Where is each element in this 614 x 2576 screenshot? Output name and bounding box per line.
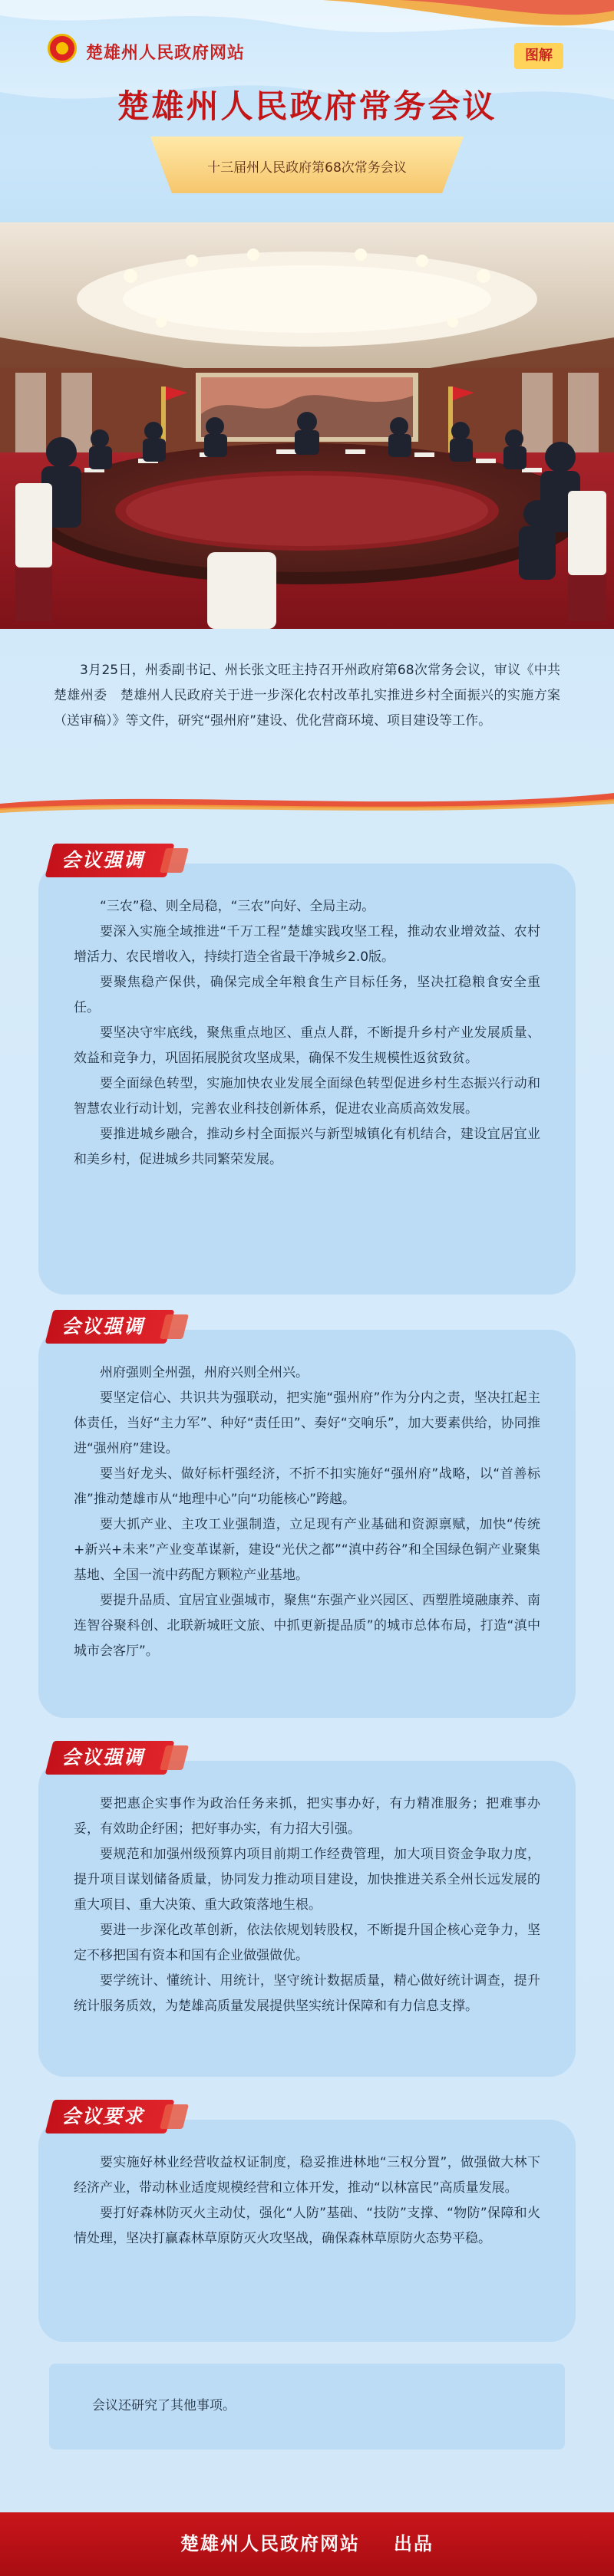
footer (0, 2512, 614, 2576)
national-emblem-icon (48, 34, 77, 63)
section-4-tag-label: 会议要求 (61, 2105, 145, 2127)
section-1-panel (38, 864, 576, 1295)
infographic-badge: 图解 (514, 43, 563, 69)
section-1-paragraph: 要推进城乡融合，推动乡村全面振兴与新型城镇化有机结合，建设宜居宜业和美乡村，促进城乡共同繁荣发展。 (74, 1127, 540, 1167)
header (0, 0, 614, 222)
section-4-panel (38, 2120, 576, 2342)
meeting-subtitle: 十三届州人民政府第68次常务会议 (207, 160, 407, 176)
section-4-tag (49, 2100, 203, 2134)
section-3-tag-label: 会议强调 (61, 1746, 145, 1768)
section-2-paragraph: 要坚定信心、共识共为强联动，把实施“强州府”作为分内之责，坚决扛起主体责任，当好“主力军”、种好“责任田”、奏好“交响乐”，加大要素供给，协同推进“强州府”建设。 (74, 1390, 540, 1456)
section-1-paragraph: “三农”稳、则全局稳，“三农”向好、全局主动。 (100, 899, 375, 914)
site-name: 楚雄州人民政府网站 (86, 44, 246, 63)
section-3-paragraph: 要学统计、懂统计、用统计，坚守统计数据质量，精心做好统计调查，提升统计服务质效，为楚雄高质量发展提供坚实统计保障和有力信息支撑。 (74, 1973, 540, 2014)
page-title: 楚雄州人民政府常务会议 (117, 87, 497, 125)
section-1-paragraph: 要全面绿色转型，实施加快农业发展全面绿色转型促进乡村生态振兴行动和智慧农业行动计划，完善农业科技创新体系，促进农业高质高效发展。 (74, 1076, 540, 1117)
section-1-paragraph: 要聚焦稳产保供，确保完成全年粮食生产目标任务，坚决扛稳粮食安全重任。 (74, 975, 540, 1015)
meeting-photo (0, 222, 614, 629)
section-2-tag-label: 会议强调 (61, 1315, 145, 1337)
other-matters-note (49, 2364, 565, 2449)
section-4-paragraph: 要打好森林防灭火主动仗，强化“人防”基础、“技防”支撑、“物防”保障和火情处理，坚决打赢森林草原防灭火攻坚战，确保森林草原防火态势平稳。 (74, 2206, 540, 2246)
section-1-paragraph: 要坚决守牢底线，聚焦重点地区、重点人群，不断提升乡村产业发展质量、效益和竞争力，巩固拓展脱贫攻坚成果，确保不发生规模性返贫致贫。 (74, 1025, 540, 1066)
section-3-paragraph: 要进一步深化改革创新，依法依规划转股权，不断提升国企核心竞争力，坚定不移把国有资本和国有企业做强做优。 (74, 1923, 540, 1963)
section-3-paragraph: 要规范和加强州级预算内项目前期工作经费管理，加大项目资金争取力度，提升项目谋划储备质量，协同发力推动项目建设，加快推进关系全州长远发展的重大项目、重大决策、重大政策落地生根。 (74, 1847, 540, 1913)
section-3-panel (38, 1761, 576, 2077)
footer-produced-by: 出品 (394, 2533, 434, 2555)
section-2-paragraph: 州府强则全州强，州府兴则全州兴。 (100, 1365, 309, 1380)
footer-credit (0, 2512, 614, 2576)
section-1-tag-label: 会议强调 (61, 849, 145, 871)
section-2-tag (49, 1310, 203, 1344)
section-2-paragraph: 要当好龙头、做好标杆强经济，不折不扣实施好“强州府”战略，以“首善标准”推动楚雄市从“地理中心”向“功能核心”跨越。 (74, 1466, 540, 1507)
section-2-paragraph: 要提升品质、宜居宜业强城市，聚焦“东强产业兴园区、西塑胜境融康养、南连智谷聚科创、北联新城旺文旅、中抓更新提品质”的城市总体布局，打造“滇中城市会客厅”。 (74, 1593, 540, 1659)
other-matters-text: 会议还研究了其他事项。 (92, 2398, 236, 2413)
section-4-paragraph: 要实施好林业经营收益权证制度，稳妥推进林地“三权分置”，做强做大林下经济产业，带动林业适度规模经营和立体开发，推动“以林富民”高质量发展。 (74, 2155, 540, 2196)
section-2-panel (38, 1330, 576, 1718)
section-divider-decoration (0, 782, 614, 813)
section-1-tag (49, 844, 203, 877)
intro-paragraph: 3月25日，州委副书记、州长张文旺主持召开州政府第68次常务会议，审议《中共楚雄州委 楚雄州人民政府关于进一步深化农村改革扎实推进乡村全面振兴的实施方案（送审稿）》等文件，研究“强州府”建设、优化营商环境、项目建设等工作。 (54, 663, 560, 729)
section-2-paragraph: 要大抓产业、主攻工业强制造，立足现有产业基础和资源禀赋，加快“传统+新兴+未来”产业变革谋新，建设“光伏之都”“滇中药谷”和全国绿色铜产业聚集基地、全国一流中药配方颗粒产业基地。 (74, 1517, 540, 1583)
section-3-tag (49, 1741, 203, 1775)
footer-site-name: 楚雄州人民政府网站 (180, 2533, 360, 2555)
section-3-paragraph: 要把惠企实事作为政治任务来抓，把实事办好，有力精准服务；把难事办妥，有效助企纾困；把好事办实，有力招大引强。 (74, 1796, 540, 1837)
section-1-paragraph: 要深入实施全域推进“千万工程”楚雄实践攻坚工程，推动农业增效益、农村增活力、农民增收入，持续打造全省最干净城乡2.0版。 (74, 924, 540, 965)
